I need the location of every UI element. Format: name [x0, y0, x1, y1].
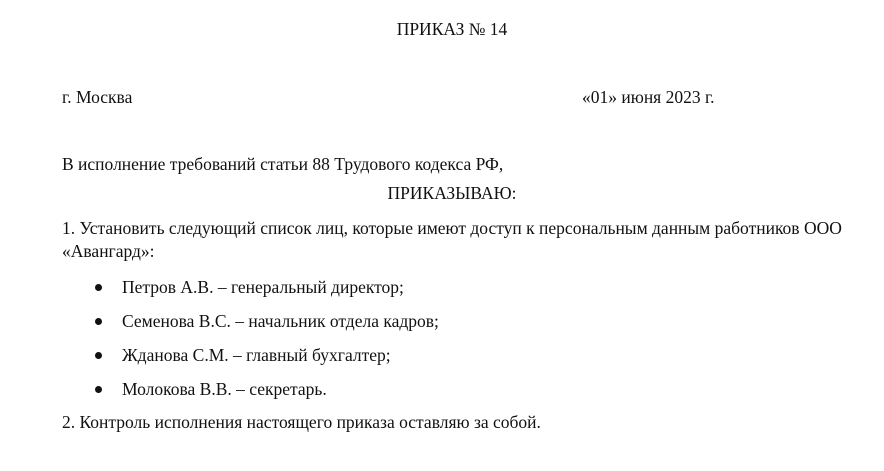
bullet-icon	[95, 352, 102, 359]
person-entry: Молокова В.В. – секретарь.	[122, 379, 327, 399]
person-entry: Семенова В.С. – начальник отдела кадров;	[122, 311, 439, 331]
order-heading: ПРИКАЗЫВАЮ:	[387, 183, 517, 203]
document-date: «01» июня 2023 г.	[582, 87, 715, 107]
order-item-1: 1. Установить следующий список лиц, которые имеют доступ к персональным данным работников ООО «Авангард»:	[62, 218, 842, 261]
person-entry: Петров А.В. – генеральный директор;	[122, 277, 404, 297]
person-entry: Жданова С.М. – главный бухгалтер;	[122, 345, 391, 365]
bullet-icon	[95, 386, 102, 393]
document-city: г. Москва	[62, 87, 133, 107]
bullet-icon	[95, 318, 102, 325]
bullet-icon	[95, 284, 102, 291]
document-basis: В исполнение требований статьи 88 Трудового кодекса РФ,	[62, 154, 504, 174]
order-item-2: 2. Контроль исполнения настоящего приказа оставляю за собой.	[62, 412, 541, 432]
document-title: ПРИКАЗ № 14	[396, 19, 508, 39]
